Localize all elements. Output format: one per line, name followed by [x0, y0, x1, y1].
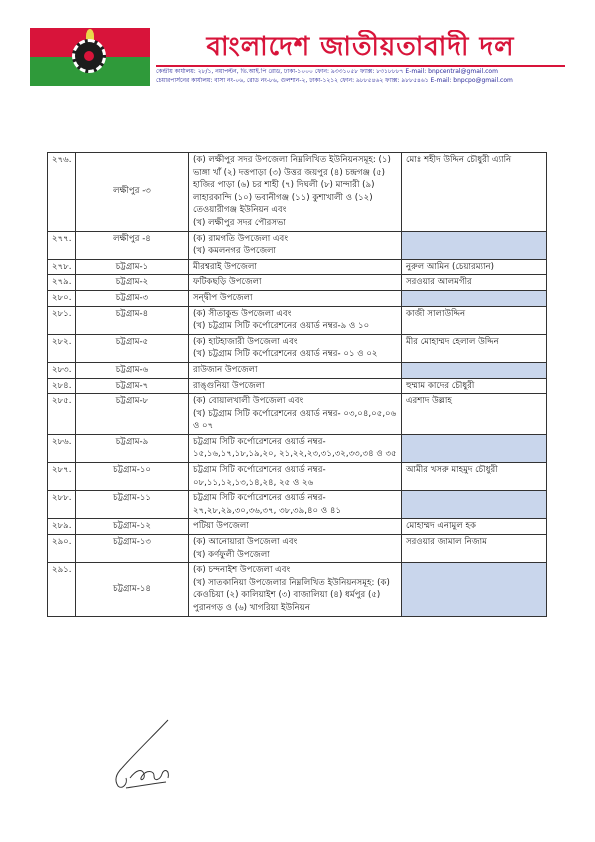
- central-office-address: কেন্দ্রীয় কার্যালয়: ২৮/১, নয়াপল্টন, ভি.আই.পি রোড, ঢাকা-১০০০ ফোন: ৯৩৩১০৫৮ ফ্যাক্স: ৮৩১৮৮৮৭ E-mail: bnpcentral@gmail.com: [156, 68, 498, 75]
- candidate-name: কাজী সালাউদ্দিন: [402, 306, 547, 334]
- table-row: [48, 394, 547, 435]
- table-row: [48, 463, 547, 491]
- handwritten-signature: [108, 718, 198, 798]
- area-line: চট্টগ্রাম সিটি কর্পোরেশনের ওয়ার্ড নম্বর- ০৮,১১,১২,১৩,১৪,২৪, ২৫ ও ২৬: [193, 465, 326, 488]
- candidate-name: [402, 563, 547, 616]
- serial-number: ২৭৬.: [48, 153, 76, 232]
- constituency-name: [76, 153, 189, 232]
- table-row: [48, 434, 547, 462]
- constituency-name: [76, 535, 189, 563]
- area-line: চট্টগ্রাম সিটি কর্পোরেশনের ওয়ার্ড নম্বর- ২৭,২৮,২৯,৩০,৩৬,৩৭, ৩৮,৩৯,৪০ ও ৪১: [193, 493, 342, 516]
- candidate-name: সরওয়ার আলমগীর: [402, 275, 547, 291]
- constituency-name: [76, 306, 189, 334]
- serial-number: ২৮৭.: [48, 463, 76, 491]
- constituency-label: লক্ষীপুর -৩: [113, 186, 151, 197]
- letterhead: [30, 28, 565, 88]
- constituency-name: [76, 434, 189, 462]
- constituency-label: চট্টগ্রাম-১: [115, 261, 149, 272]
- table-row: [48, 362, 547, 378]
- area-line: রাউজান উপজেলা: [193, 364, 258, 375]
- constituency-name: [76, 463, 189, 491]
- constituency-label: চট্টগ্রাম-৯: [115, 436, 149, 447]
- candidate-name: আমীর খসরু মাহমুদ চৌধুরী: [402, 463, 547, 491]
- serial-number: ২৭৯.: [48, 275, 76, 291]
- serial-number: ২৮৬.: [48, 434, 76, 462]
- constituency-area: [189, 153, 402, 232]
- serial-number: ২৭৮.: [48, 259, 76, 275]
- constituency-label: চট্টগ্রাম-২: [115, 277, 149, 288]
- constituency-label: চট্টগ্রাম-৬: [115, 364, 149, 375]
- area-line: (খ) লক্ষীপুর সদর পৌরসভা: [193, 217, 286, 228]
- serial-number: ২৮৮.: [48, 491, 76, 519]
- constituency-label: চট্টগ্রাম-১২: [112, 521, 152, 532]
- candidate-name: নুরুল আমিন (চেয়ারম্যান): [402, 259, 547, 275]
- table-row: [48, 378, 547, 394]
- constituency-name: [76, 275, 189, 291]
- area-line: চট্টগ্রাম সিটি কর্পোরেশনের ওয়ার্ড নম্বর- ১৫,১৬,১৭,১৮,১৯,২০, ২১,২২,২৩,৩১,৩২,৩৩,৩৪ ও ৩৫: [193, 436, 397, 460]
- serial-number: ২৮৪.: [48, 378, 76, 394]
- area-line: সন্দ্বীপ উপজেলা: [193, 292, 253, 303]
- constituency-area: [189, 275, 402, 291]
- constituency-name: [76, 231, 189, 259]
- constituency-area: [189, 231, 402, 259]
- constituency-label: চট্টগ্রাম-১১: [112, 493, 151, 504]
- constituency-area: [189, 306, 402, 334]
- constituency-name: [76, 334, 189, 362]
- constituency-label: চট্টগ্রাম-১৩: [112, 537, 152, 548]
- table-row: [48, 563, 547, 616]
- table-row: [48, 275, 547, 291]
- area-line: (খ) কর্ণফুলী উপজেলা: [193, 549, 270, 560]
- candidate-name: মীর মোহাম্মদ হেলাল উদ্দিন: [402, 334, 547, 362]
- table-row: [48, 259, 547, 275]
- table-row: [48, 153, 547, 232]
- constituency-area: [189, 463, 402, 491]
- table-row: [48, 334, 547, 362]
- party-name: বাংলাদেশ জাতীয়তাবাদী দল: [206, 32, 515, 62]
- constituency-name: [76, 290, 189, 306]
- constituency-label: লক্ষীপুর -৪: [113, 233, 151, 244]
- serial-number: ২৯১.: [48, 563, 76, 616]
- constituency-name: [76, 491, 189, 519]
- area-line: (ক) লক্ষীপুর সদর উপজেলা নিম্নলিখিত ইউনিয়নসমূহ: (১) ভাঙ্গা খাঁ (২) দত্তপাড়া (৩) উত্তর জয়পুর (৪) চন্দ্রগঞ্জ (৫) হাজির পাড়া (৬) চর শাহী (৭) দিঘলী (৮) মান্দারী (৯) লাহারকান্দি (১০) ভবানীগঞ্জ (১১) কুশাখালী ও (১২) তেওয়ারীগঞ্জ ইউনিয়ন এবং: [193, 155, 391, 216]
- constituency-area: [189, 394, 402, 435]
- table-row: [48, 306, 547, 334]
- area-line: (ক) আনোয়ারা উপজেলা এবং: [193, 537, 298, 548]
- constituency-label: চট্টগ্রাম-১৪: [112, 584, 151, 595]
- constituency-name: [76, 563, 189, 616]
- chairperson-office-address: চেয়ারপার্সনের কার্যালয়: বাসা নং-০৬, রোড নং-৮৬, গুলশান-২, ঢাকা-১২১২ ফোন: ৯৮৮৫৪৬২ ফ্যাক্স: ৯৮৮৫৪৬১ E-mail: bnpcpo@gmail.com: [156, 77, 513, 84]
- header-divider: [156, 65, 565, 67]
- candidate-name: [402, 434, 547, 462]
- serial-number: ২৭৭.: [48, 231, 76, 259]
- area-line: (ক) হাটহাজারী উপজেলা এবং: [193, 336, 298, 347]
- constituency-label: চট্টগ্রাম-৭: [115, 380, 149, 391]
- constituency-area: [189, 434, 402, 462]
- area-line: (খ) চট্টগ্রাম সিটি কর্পোরেশনের ওয়ার্ড নম্বর- ০৩,০৪,০৫,০৬ ও ০৭: [193, 408, 397, 432]
- table-row: [48, 519, 547, 535]
- constituency-name: [76, 519, 189, 535]
- table-row: [48, 535, 547, 563]
- area-line: মীরশ্বরাই উপজেলা: [193, 261, 257, 272]
- serial-number: ২৮১.: [48, 306, 76, 334]
- serial-number: ২৮০.: [48, 290, 76, 306]
- candidate-name: সরওয়ার জামাল নিজাম: [402, 535, 547, 563]
- constituency-label: চট্টগ্রাম-৮: [115, 396, 149, 407]
- constituency-name: [76, 394, 189, 435]
- area-line: (খ) কমলনগর উপজেলা: [193, 246, 277, 257]
- candidate-name: [402, 231, 547, 259]
- area-line: (খ) চট্টগ্রাম সিটি কর্পোরেশনের ওয়ার্ড নম্বর- ০১ ও ০২: [193, 349, 378, 360]
- candidate-name: এরশাদ উল্লাহ: [402, 394, 547, 435]
- constituency-area: [189, 259, 402, 275]
- cogwheel-icon: [72, 39, 106, 73]
- constituency-area: [189, 519, 402, 535]
- serial-number: ২৮৯.: [48, 519, 76, 535]
- candidate-name: মোহাম্মদ এনামুল হক: [402, 519, 547, 535]
- party-flag-logo: [30, 28, 150, 86]
- constituency-table: [47, 152, 547, 617]
- serial-number: ২৮২.: [48, 334, 76, 362]
- constituency-area: [189, 535, 402, 563]
- area-line: (ক) সীতাকুন্ড উপজেলা এবং: [193, 308, 292, 319]
- table-row: [48, 290, 547, 306]
- area-line: পটিয়া উপজেলা: [193, 521, 249, 532]
- table-row: [48, 231, 547, 259]
- constituency-name: [76, 259, 189, 275]
- constituency-label: চট্টগ্রাম-১০: [112, 465, 152, 476]
- constituency-area: [189, 290, 402, 306]
- area-line: (ক) রামগতি উপজেলা এবং: [193, 233, 289, 244]
- constituency-name: [76, 378, 189, 394]
- candidate-name: মোঃ শহীদ উদ্দিন চৌধুরী এ্যানি: [402, 153, 547, 232]
- area-line: (ক) চন্দনাইশ উপজেলা এবং: [193, 565, 291, 576]
- serial-number: ২৮৫.: [48, 394, 76, 435]
- candidate-name: [402, 290, 547, 306]
- serial-number: ২৯০.: [48, 535, 76, 563]
- candidate-name: [402, 362, 547, 378]
- serial-number: ২৮৩.: [48, 362, 76, 378]
- constituency-area: [189, 378, 402, 394]
- area-line: ফটিকছড়ি উপজেলা: [193, 277, 262, 288]
- constituency-label: চট্টগ্রাম-৩: [115, 292, 149, 303]
- table-row: [48, 491, 547, 519]
- constituency-name: [76, 362, 189, 378]
- constituency-area: [189, 563, 402, 616]
- candidate-name: [402, 491, 547, 519]
- constituency-area: [189, 362, 402, 378]
- area-line: (ক) বোয়ালখালী উপজেলা এবং: [193, 396, 304, 407]
- area-line: (খ) চট্টগ্রাম সিটি কর্পোরেশনের ওয়ার্ড নম্বর-৯ ও ১০: [193, 321, 370, 332]
- candidate-name: হুম্মাম কাদের চৌধুরী: [402, 378, 547, 394]
- area-line: রাঙ্গুনিয়া উপজেলা: [193, 380, 265, 391]
- constituency-area: [189, 491, 402, 519]
- constituency-label: চট্টগ্রাম-৪: [115, 308, 149, 319]
- constituency-area: [189, 334, 402, 362]
- area-line: (খ) সাতকানিয়া উপজেলার নিম্নলিখিত ইউনিয়নসমূহ: (ক) কেওচিয়া (২) কালিয়াইশ (৩) বাজালিয়া (৪) ধর্মপুর (৫) পুরানগড় ও (৬) খাগরিয়া ইউনিয়ন: [193, 577, 390, 613]
- constituency-label: চট্টগ্রাম-৫: [115, 336, 149, 347]
